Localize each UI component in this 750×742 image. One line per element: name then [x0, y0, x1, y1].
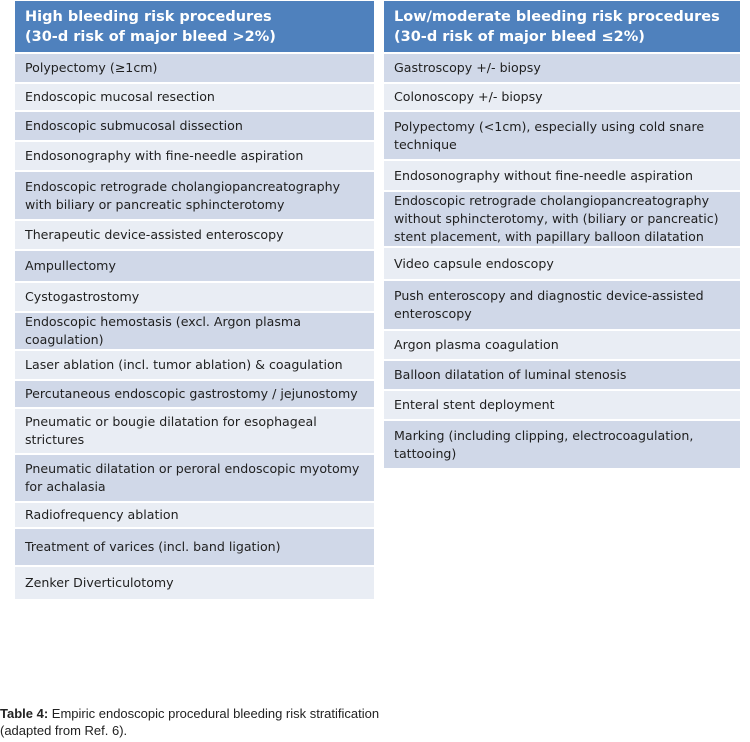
row-text: Zenker Diverticulotomy: [25, 575, 174, 590]
row-text: Marking (including clipping, electrocoagulation, tattooing): [394, 427, 694, 461]
table-row: [15, 381, 374, 409]
table-row: [384, 192, 740, 248]
low-risk-rows: [384, 52, 740, 470]
table-row: [15, 529, 374, 567]
row-text: Ampullectomy: [25, 258, 116, 273]
low-risk-subtitle: (30-d risk of major bleed ≤2%): [394, 29, 645, 45]
table-row: [384, 84, 740, 112]
table-caption: [0, 705, 380, 739]
row-text: Video capsule endoscopy: [394, 255, 554, 271]
table-row: [15, 351, 374, 381]
table-row: [15, 409, 374, 455]
row-text: Pneumatic dilatation or peroral endoscopic myotomy for achalasia: [25, 461, 360, 494]
table-row: [15, 503, 374, 529]
row-text: Endoscopic mucosal resection: [25, 89, 215, 104]
table-row: [384, 421, 740, 470]
table-row: [384, 248, 740, 281]
row-text: Endoscopic retrograde cholangiopancreatography with biliary or pancreatic sphincterotomy: [25, 178, 341, 212]
low-risk-column: [384, 1, 740, 470]
table-row: [384, 161, 740, 192]
table-row: [384, 361, 740, 391]
row-text: Balloon dilatation of luminal stenosis: [394, 367, 627, 382]
table-row: [15, 251, 374, 283]
high-risk-subtitle: (30-d risk of major bleed >2%): [25, 29, 276, 45]
row-text: Endoscopic submucosal dissection: [25, 118, 243, 133]
table-row: [384, 112, 740, 161]
table-row: [384, 54, 740, 84]
table-row: [15, 112, 374, 142]
row-text: Laser ablation (incl. tumor ablation) & coagulation: [25, 357, 343, 372]
table-row: [384, 281, 740, 331]
table-row: [15, 283, 374, 313]
row-text: Push enteroscopy and diagnostic device-assisted enteroscopy: [394, 288, 704, 321]
high-risk-column: [15, 1, 374, 601]
table-row: [15, 567, 374, 601]
low-risk-title: Low/moderate bleeding risk procedures: [394, 9, 720, 25]
low-risk-header: [384, 1, 740, 52]
caption-text: Empiric endoscopic procedural bleeding risk stratification (adapted from Ref. 6).: [0, 706, 380, 738]
row-text: Polypectomy (≥1cm): [25, 60, 158, 75]
row-text: Therapeutic device-assisted enteroscopy: [25, 227, 284, 242]
row-text: Enteral stent deployment: [394, 397, 555, 412]
row-text: Endoscopic retrograde cholangiopancreatography without sphincterotomy, with (biliary or pancreatic) stent placement, with papillary balloon dilatation: [394, 193, 719, 244]
table-row: [15, 84, 374, 112]
table-row: [15, 221, 374, 251]
high-risk-rows: [15, 52, 374, 601]
row-text: Treatment of varices (incl. band ligation): [25, 539, 281, 554]
row-text: Endosonography with fine-needle aspiration: [25, 148, 304, 163]
table-row: [384, 331, 740, 361]
table-row: [15, 313, 374, 351]
row-text: Endoscopic hemostasis (excl. Argon plasma coagulation): [25, 314, 301, 347]
table-row: [15, 142, 374, 172]
row-text: Pneumatic or bougie dilatation for esophageal strictures: [25, 414, 317, 447]
row-text: Polypectomy (<1cm), especially using cold snare technique: [394, 118, 705, 152]
table-row: [15, 54, 374, 84]
high-risk-header: [15, 1, 374, 52]
row-text: Endosonography without fine-needle aspiration: [394, 167, 693, 183]
row-text: Argon plasma coagulation: [394, 337, 559, 352]
high-risk-title: High bleeding risk procedures: [25, 9, 272, 25]
table-row: [15, 172, 374, 221]
caption-label: Table 4:: [0, 706, 49, 721]
row-text: Colonoscopy +/- biopsy: [394, 89, 543, 104]
row-text: Gastroscopy +/- biopsy: [394, 60, 541, 75]
table-row: [384, 391, 740, 421]
row-text: Percutaneous endoscopic gastrostomy / jejunostomy: [25, 386, 358, 401]
row-text: Radiofrequency ablation: [25, 507, 179, 522]
row-text: Cystogastrostomy: [25, 289, 140, 304]
table-row: [15, 455, 374, 503]
